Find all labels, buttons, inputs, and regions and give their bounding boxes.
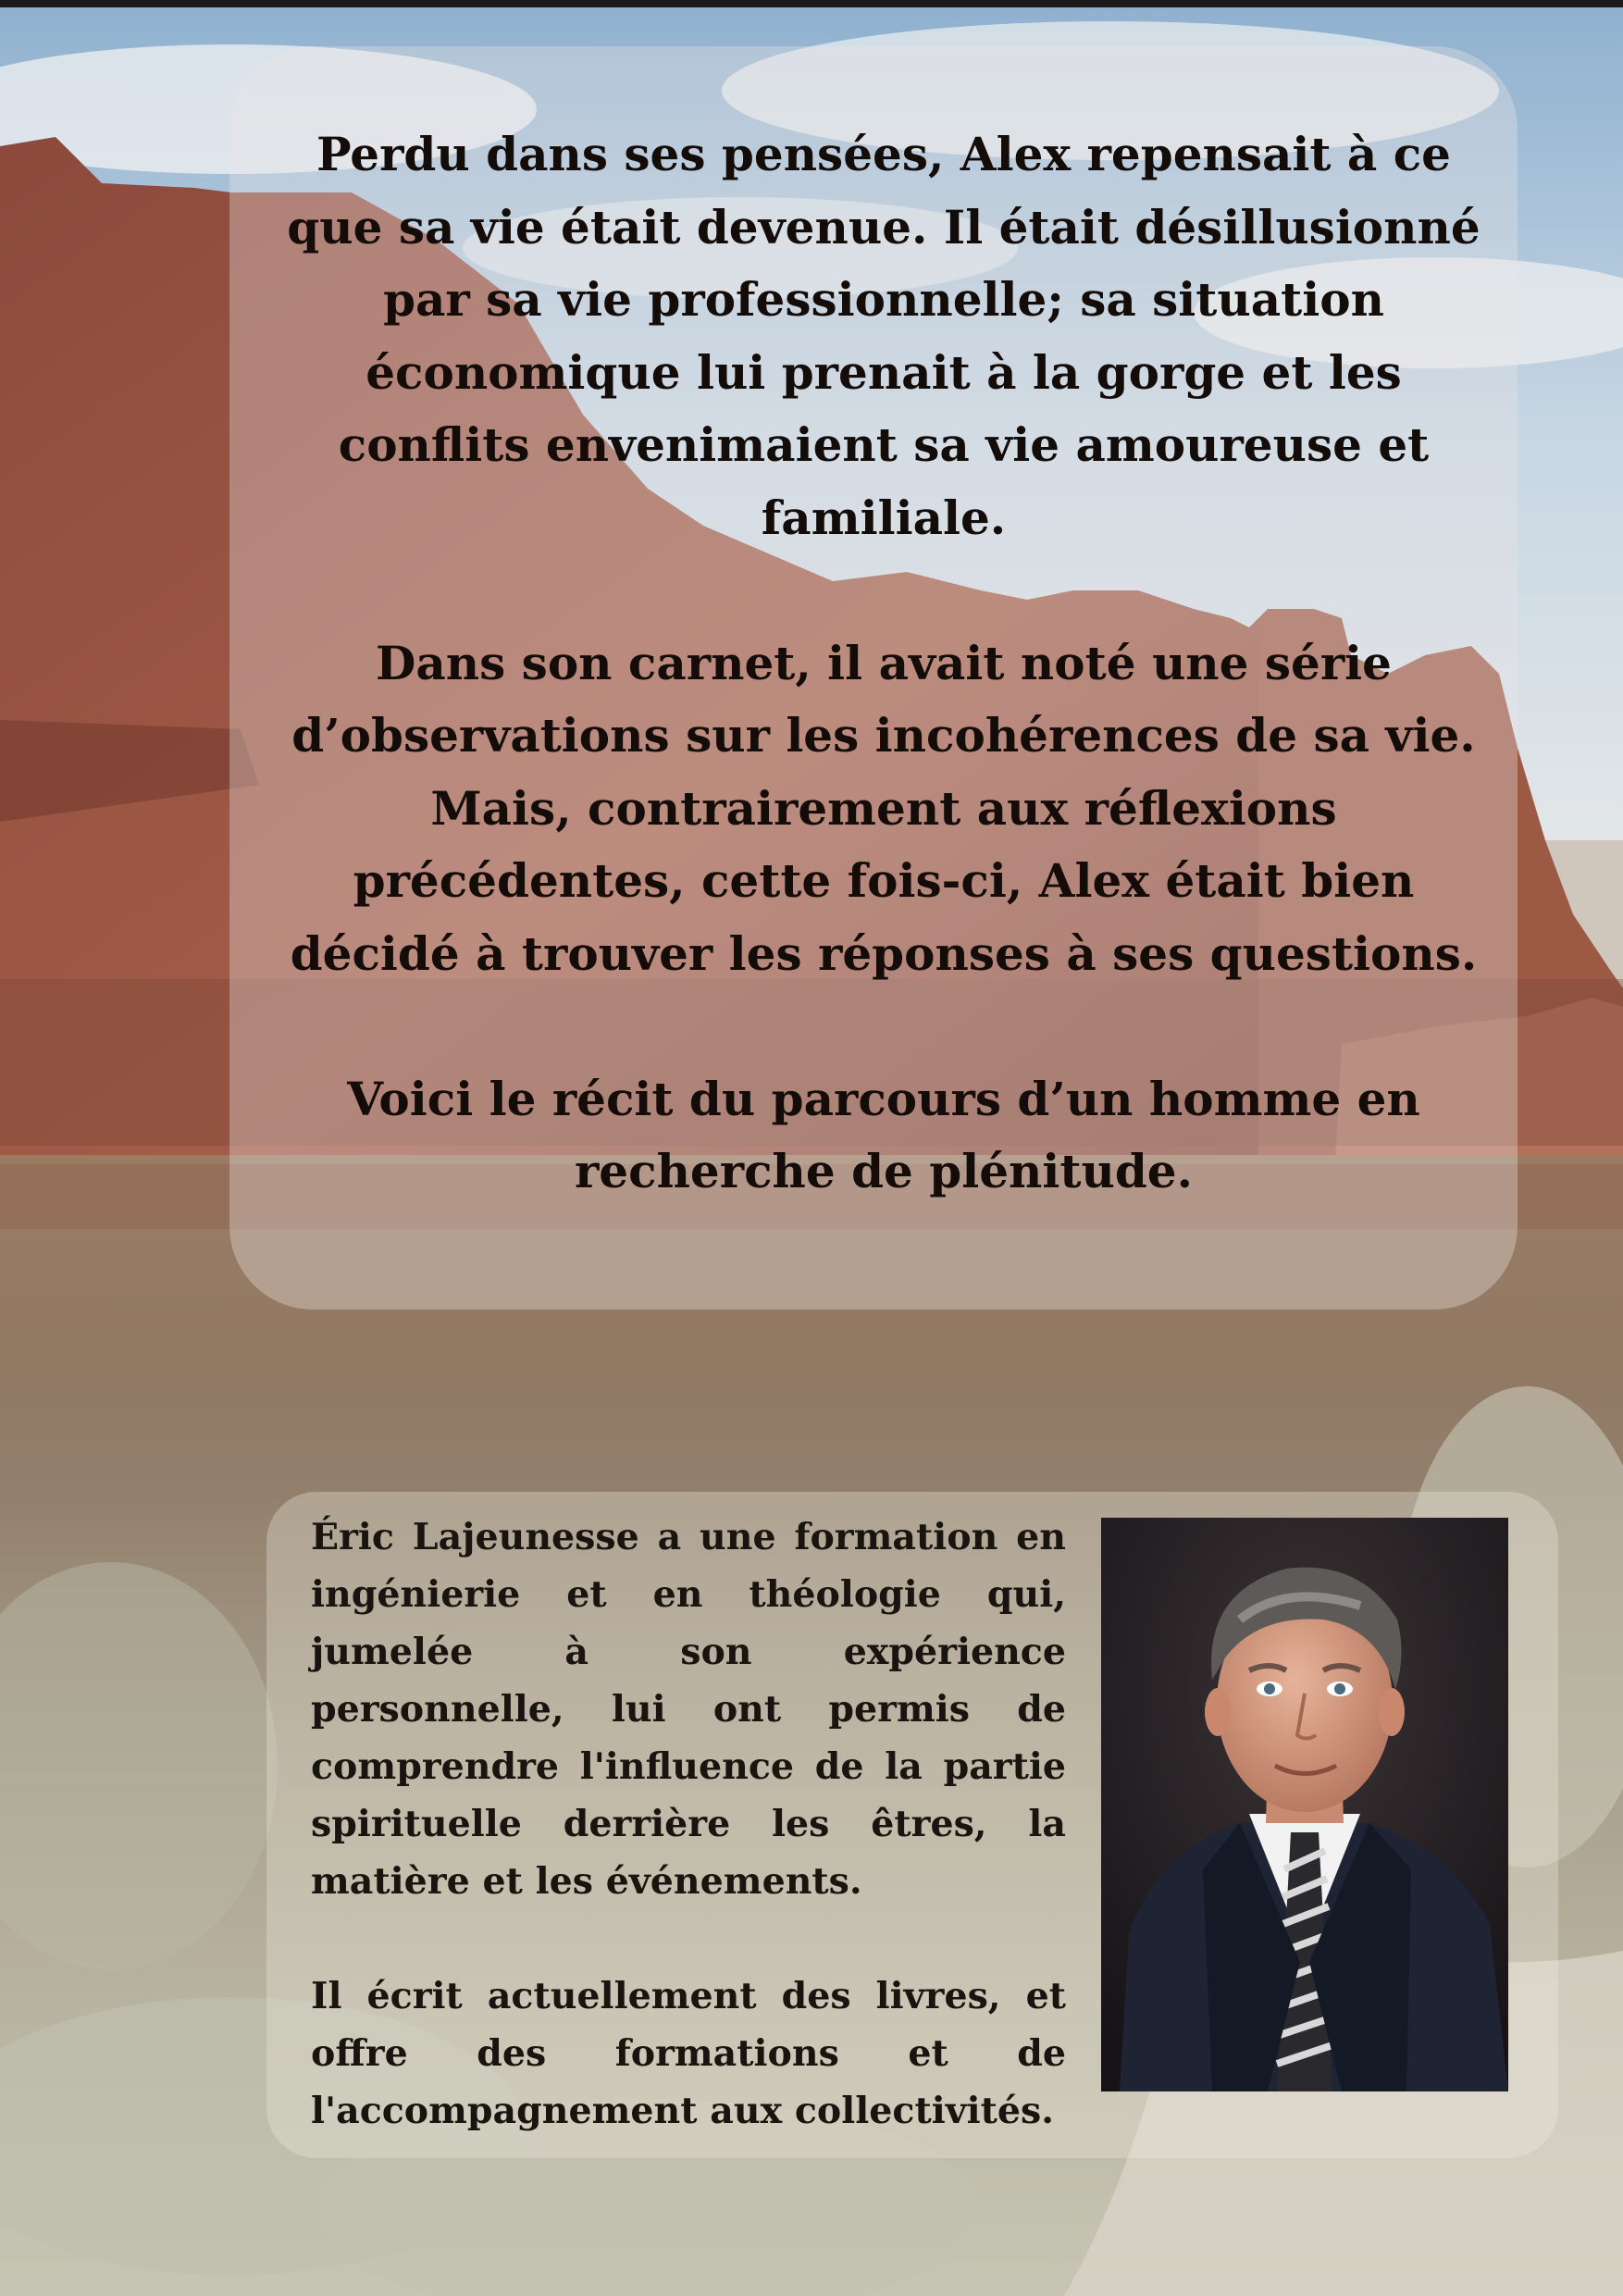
synopsis-paragraph: Voici le récit du parcours d’un homme en recherche de plénitude. [347, 1071, 1420, 1198]
author-portrait-photo [1101, 1518, 1508, 2091]
synopsis-paragraph: Perdu dans ses pensées, Alex repensait à ce que sa vie était devenue. Il était désillusionné par sa vie professionnelle; sa situation économique lui prenait à la gorge et les conflits envenimaient sa vie amoureuse et familiale. [287, 127, 1481, 545]
top-border [0, 0, 1623, 7]
author-bio-text [311, 1508, 1066, 2140]
author-bio-paragraph: Éric Lajeunesse a une formation en ingénierie et en théologie qui, jumelée à son expérience personnelle, lui ont permis de comprendre l'influence de la partie spirituelle derrière les êtres, la matière et les événements. [311, 1516, 1066, 1903]
synopsis-text [278, 118, 1490, 1209]
synopsis-paragraph: Dans son carnet, il avait noté une série d’observations sur les incohérences de sa vie. Mais, contrairement aux réflexions précédentes, cette fois-ci, Alex était bien décidé à trouver les réponses à ses questions. [290, 635, 1478, 981]
author-bio-paragraph: Il écrit actuellement des livres, et offre des formations et de l'accompagnement aux collectivités. [311, 1975, 1066, 2132]
